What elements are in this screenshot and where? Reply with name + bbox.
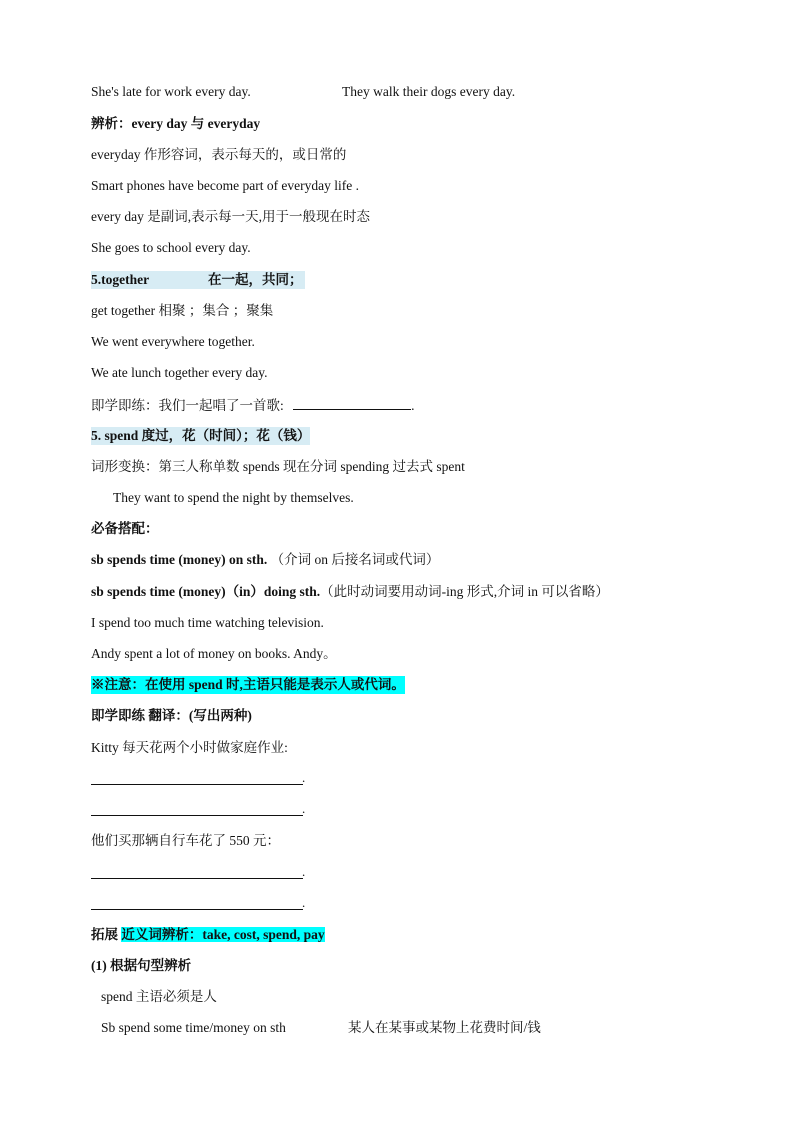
example-sentence: We went everywhere together. [91, 334, 255, 349]
collocation-line [91, 551, 439, 569]
translation-prompt: 他们买那辆自行车花了 550 元： [91, 833, 280, 848]
collocation-line [91, 583, 609, 601]
example-sentence: Andy spent a lot of money on books. Andy。 [91, 646, 337, 661]
answer-line[interactable] [91, 784, 303, 785]
sentence-walk-dogs: They walk their dogs every day. [342, 84, 516, 99]
practice-label: 即学即练：我们一起唱了一首歌: [91, 398, 284, 413]
example-sentence: Smart phones have become part of everyday life . [91, 178, 360, 193]
note-prefix: ※注意：在使用 [91, 677, 189, 692]
period: . [302, 895, 306, 910]
practice-heading: 即学即练 翻译：(写出两种) [91, 708, 252, 723]
period: . [411, 398, 415, 413]
rule-line: spend 主语必须是人 [101, 989, 217, 1004]
note-line [91, 676, 405, 694]
example-sentence: We ate lunch together every day. [91, 365, 268, 380]
answer-line[interactable] [91, 878, 303, 879]
answer-blank[interactable] [293, 395, 411, 410]
collocation-note: （此时动词要用动词-ing 形式,介词 in 可以省略） [320, 584, 609, 599]
answer-line[interactable] [91, 909, 303, 910]
pattern-english: Sb spend some time/money on sth [101, 1020, 286, 1035]
vocab-word: 5.together [91, 272, 150, 287]
phrase-line: get together 相聚 ；集合 ；聚集 [91, 303, 274, 318]
example-sentence [342, 83, 515, 101]
collocation-note: （介词 on 后接名词或代词） [270, 552, 440, 567]
pattern-line [101, 1019, 286, 1037]
sentence-late-for-work: She's late for work every day. [91, 84, 251, 99]
explanation-line: every day 是副词,表示每一天,用于一般现在时态 [91, 209, 370, 224]
synonym-heading: 近义词辨析：take, cost, spend, pay [121, 927, 325, 942]
example-sentence [91, 83, 251, 101]
note-suffix: 时,主语只能是表示人或代词。 [222, 677, 405, 692]
practice-prompt [91, 395, 415, 415]
period: . [302, 801, 306, 816]
period: . [302, 864, 306, 879]
extension-heading [91, 926, 325, 944]
note-keyword: spend [188, 677, 223, 692]
example-sentence: She goes to school every day. [91, 240, 251, 255]
extension-label: 拓展 [91, 927, 122, 942]
vocab-meaning: 在一起，共同； [208, 272, 303, 287]
vocab-heading-spend: 5. spend 度过，花（时间）；花（钱） [91, 428, 311, 443]
explanation-line: everyday 作形容词，表示每天的，或日常的 [91, 147, 347, 162]
example-sentence: They want to spend the night by themselves. [113, 490, 354, 505]
answer-line[interactable] [91, 815, 303, 816]
period: . [302, 770, 306, 785]
collocation-heading: 必备搭配： [91, 521, 159, 536]
section-heading-everyday: 辨析：every day 与 everyday [91, 116, 261, 131]
translation-prompt: Kitty 每天花两个小时做家庭作业: [91, 740, 288, 755]
collocation-pattern: sb spends time (money)（in）doing sth. [91, 584, 321, 599]
example-sentence: I spend too much time watching television. [91, 615, 324, 630]
vocab-heading-together [91, 271, 305, 289]
collocation-pattern: sb spends time (money) on sth. [91, 552, 268, 567]
word-forms-line: 词形变换：第三人称单数 spends 现在分词 spending 过去式 spent [91, 459, 465, 474]
subsection-heading: (1) 根据句型辨析 [91, 958, 192, 973]
pattern-meaning: 某人在某事或某物上花费时间/钱 [348, 1020, 541, 1035]
